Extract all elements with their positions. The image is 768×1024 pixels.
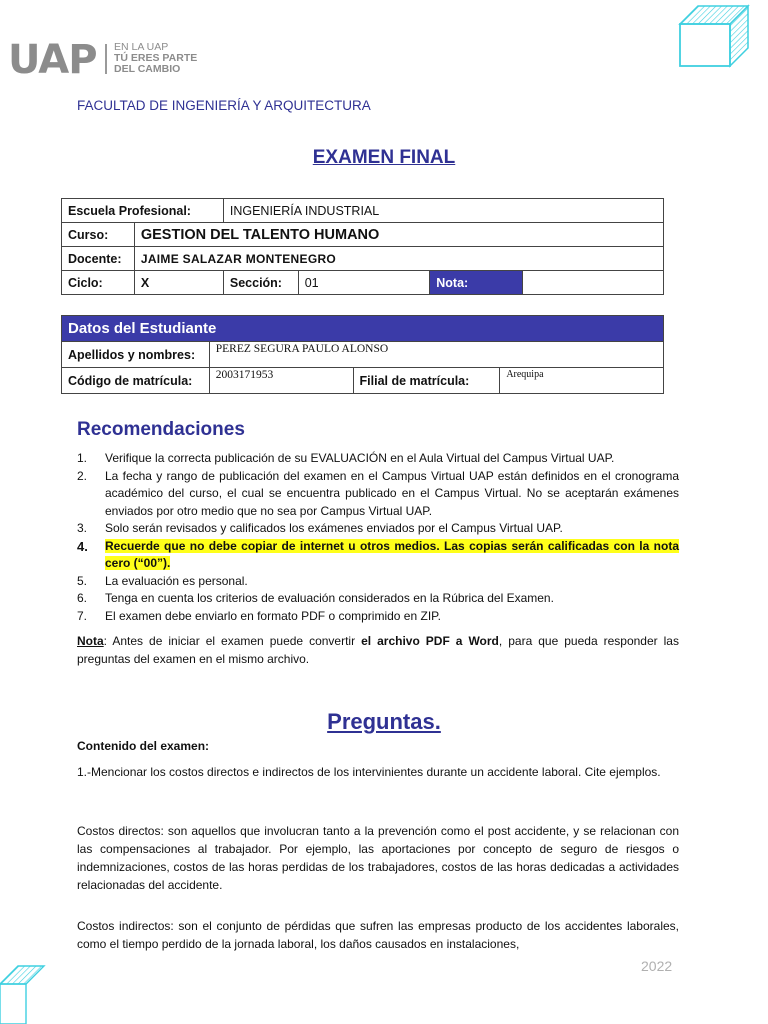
exam-title: EXAMEN FINAL	[312, 147, 456, 168]
item-text: El examen debe enviarlo en formato PDF o comprimido en ZIP.	[105, 608, 441, 623]
seccion-label: Sección:	[223, 271, 298, 295]
escuela-label: Escuela Profesional:	[62, 199, 224, 223]
item-number: 2.	[77, 468, 88, 483]
item-number: 6.	[77, 591, 88, 605]
student-data-table	[61, 315, 664, 394]
note-label: Nota	[77, 634, 104, 648]
list-item	[77, 520, 679, 538]
docente-label: Docente:	[62, 247, 135, 271]
codigo-value: 2003171953	[209, 368, 353, 394]
curso-label: Curso:	[62, 223, 135, 247]
note-text-pre: : Antes de iniciar el examen puede convertir	[103, 634, 362, 648]
nombres-value: PEREZ SEGURA PAULO ALONSO	[209, 342, 663, 368]
nota-label: Nota:	[430, 271, 523, 295]
cube-decoration-icon	[678, 4, 752, 68]
codigo-row	[62, 368, 664, 394]
nombres-row	[62, 342, 664, 368]
item-text: La evaluación es personal.	[105, 573, 248, 588]
uap-logo: UAP	[8, 37, 97, 83]
list-item	[77, 608, 679, 626]
answer-indirect-costs: Costos indirectos: son el conjunto de pérdidas que sufren las empresas producto de los accidentes laborales, como el tiempo perdido de la jornada laboral, los daños causados en instalaciones,	[77, 919, 679, 951]
filial-label: Filial de matrícula:	[353, 368, 500, 394]
item-text: Tenga en cuenta los criterios de evaluación considerados en la Rúbrica del Examen.	[105, 591, 554, 605]
tagline-line-1: EN LA UAP	[114, 41, 169, 53]
nota-value[interactable]	[523, 271, 664, 295]
recommendations-heading: Recomendaciones	[77, 419, 245, 440]
corner-decoration-icon	[0, 962, 60, 1024]
seccion-value: 01	[298, 271, 430, 295]
list-item	[77, 590, 679, 608]
tagline-line-3: DEL CAMBIO	[114, 63, 181, 75]
student-data-header: Datos del Estudiante	[62, 316, 664, 342]
item-number: 1.	[77, 451, 88, 465]
faculty-name: FACULTAD DE INGENIERÍA Y ARQUITECTURA	[77, 98, 371, 113]
answer-direct-costs: Costos directos: son aquellos que involucran tanto a la prevención como el post accidente, y se relacionan con las compensaciones al trabajador. Por ejemplo, las aportaciones por concepto de seguro de riesgos o indemnizaciones, costos de las horas perdidas de los trabajadores, costos de las horas dedicadas a actividades relacionadas del accidente.	[77, 824, 679, 892]
list-item	[77, 468, 679, 521]
escuela-value: INGENIERÍA INDUSTRIAL	[223, 199, 663, 223]
note-paragraph	[77, 632, 679, 668]
docente-value: JAIME SALAZAR MONTENEGRO	[134, 247, 663, 271]
list-item	[77, 450, 679, 468]
escuela-row	[62, 199, 664, 223]
ciclo-label: Ciclo:	[62, 271, 135, 295]
exam-content-label: Contenido del examen:	[77, 739, 210, 753]
curso-value: GESTION DEL TALENTO HUMANO	[134, 223, 663, 247]
note-text-bold: el archivo PDF a Word	[361, 634, 499, 648]
logo-tagline	[114, 42, 197, 75]
docente-row	[62, 247, 664, 271]
item-number: 4.	[77, 538, 88, 554]
question-1: 1.-Mencionar los costos directos e indirectos de los intervinientes durante un accidente laboral. Cite ejemplos.	[77, 765, 661, 779]
ciclo-value: X	[134, 271, 223, 295]
item-number: 7.	[77, 608, 88, 623]
list-item	[77, 538, 679, 573]
item-number: 5.	[77, 573, 88, 588]
codigo-label: Código de matrícula:	[62, 368, 210, 394]
footer-year: 2022	[641, 958, 673, 974]
note-text-post: , para que pueda responder las preguntas del examen en el mismo archivo.	[77, 634, 679, 666]
nombres-label: Apellidos y nombres:	[62, 342, 210, 368]
filial-value: Arequipa	[500, 368, 664, 394]
item-text: Solo serán revisados y calificados los exámenes enviados por el Campus Virtual UAP.	[105, 521, 563, 535]
item-number: 3.	[77, 521, 88, 535]
list-item	[77, 573, 679, 591]
item-text: Verifique la correcta publicación de su EVALUACIÓN en el Aula Virtual del Campus Virtual UAP.	[105, 451, 615, 465]
recommendations-list	[77, 450, 679, 625]
highlighted-warning: Recuerde que no debe copiar de internet u otros medios. Las copias serán calificadas con la nota cero (“00”).	[105, 538, 679, 570]
logo-divider	[105, 44, 107, 74]
questions-heading: Preguntas.	[327, 709, 441, 734]
curso-row	[62, 223, 664, 247]
ciclo-row	[62, 271, 664, 295]
tagline-line-2: TÚ ERES PARTE	[114, 52, 198, 64]
item-text: La fecha y rango de publicación del examen en el Campus Virtual UAP están definidos en el cronograma académico del curso, el cual se encuentra publicado en el Campus Virtual. No se aceptarán exámenes enviados por otro medio que no sea por Campus Virtual UAP.	[105, 468, 679, 518]
exam-info-table	[61, 198, 664, 295]
